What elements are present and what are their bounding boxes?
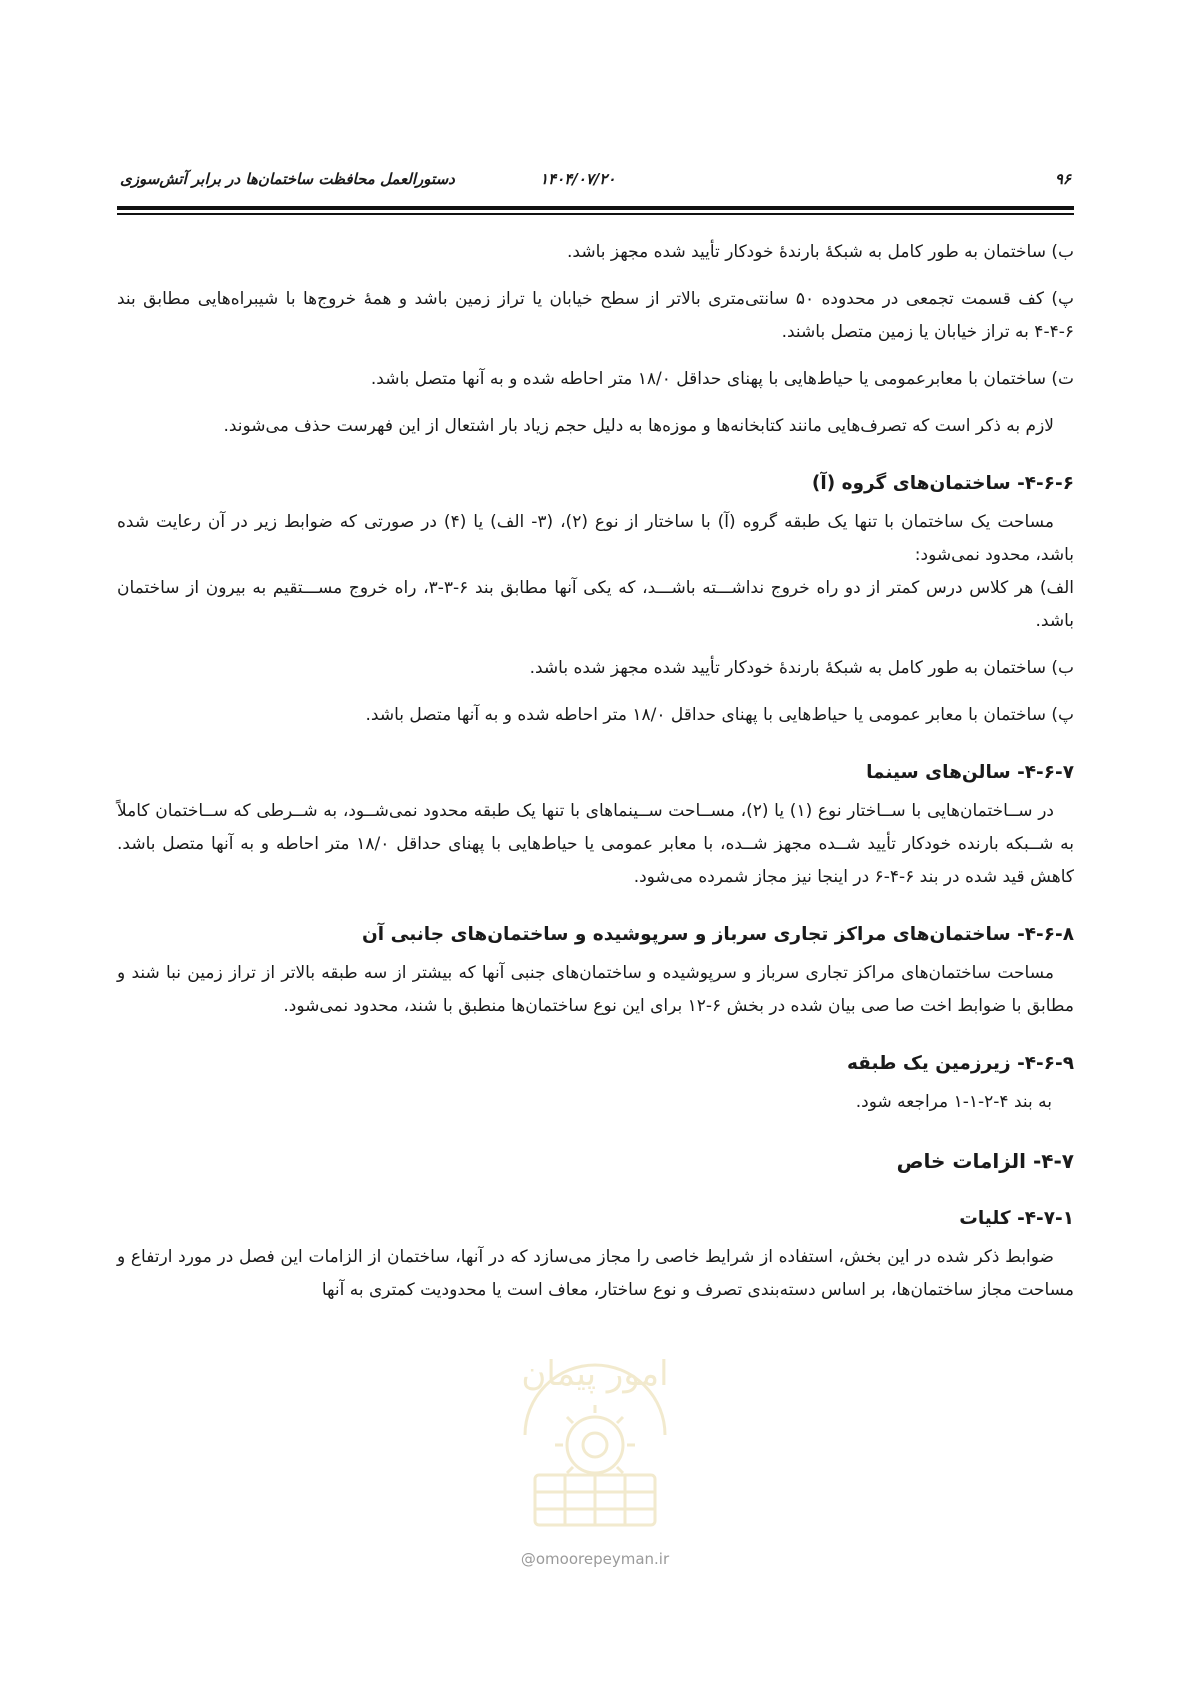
section-4-6-6-item-p: پ) ساختمان با معابر عمومی یا حیاط‌هایی با پهنای حداقل ۱۸/۰ متر احاطه شده و به آنها متصل باشد. xyxy=(365,705,1074,725)
document-body xyxy=(117,236,1074,1307)
document-title: دستورالعمل محافظت ساختمان‌ها در برابر آتش‌سوزی xyxy=(120,170,455,188)
section-4-6-8-body: مساحت ساختمان‌های مراکز تجاری سرباز و سرپوشیده و ساختمان‌های جنبی آنها که بیشتر از سه طبقه بالاتر از تراز زمین نبا شند و مطابق با ضوابط اخت صا صی بیان شده در بخش ۶-۱۲ برای این نوع ساختمان‌ها منطبق با شند، محدود نمی‌شود. xyxy=(117,963,1074,1016)
section-4-6-6-item-a: الف) هر کلاس درس کمتر از دو راه خروج نداشـــته باشـــد، که یکی آنها مطابق بند ۶-۳-۳، راه خروج مســـتقیم به بیرون از ساختمان باشد. xyxy=(117,578,1074,631)
section-heading-4-6-7: ۴-۶-۷- سالن‌های سینما xyxy=(866,762,1074,783)
watermark-url: @omoorepeyman.ir xyxy=(520,1550,670,1568)
section-4-6-7-body: در ســاختمان‌هایی با ســاختار نوع (۱) یا (۲)، مســاحت ســینماهای با تنها یک طبقه محدود نمی‌شــود، به شــرطی که ســاختمان کاملاً به شــبکه بارنده خودکار تأیید شــده مجهز شــده، با معابر عمومی یا حیاط‌هایی با پهنای حداقل ۱۸/۰ متر احاطه و به آنها متصل باشد. کاهش قید شده در بند ۶-۴-۶ در اینجا نیز مجاز شمرده می‌شود. xyxy=(117,801,1075,887)
paragraph-item-b: ب) ساختمان به طور کامل به شبکهٔ بارندهٔ خودکار تأیید شده مجهز باشد. xyxy=(567,242,1074,262)
section-4-7-1-body: ضوابط ذکر شده در این بخش، استفاده از شرایط خاصی را مجاز می‌سازد که در آنها، ساختمان از الزامات این فصل در مورد ارتفاع و مساحت مجاز ساختمان‌ها، بر اساس دسته‌بندی تصرف و نوع ساختار، معاف است یا محدودیت کمتری به آنها xyxy=(117,1247,1074,1300)
section-4-6-6-intro: مساحت یک ساختمان با تنها یک طبقه گروه (آ) با ساختار از نوع (۲)، (۳- الف) یا (۴) در صورتی که ضوابط زیر در آن رعایت شده باشد، محدود نمی‌شود: xyxy=(117,512,1074,565)
header-rule-thick xyxy=(117,206,1074,210)
section-heading-4-6-6: ۴-۶-۶- ساختمان‌های گروه (آ) xyxy=(811,473,1074,494)
header-rule-thin xyxy=(117,213,1074,215)
page-header xyxy=(120,170,1071,190)
paragraph-note: لازم به ذکر است که تصرف‌هایی مانند کتابخانه‌ها و موزه‌ها به دلیل حجم زیاد بار اشتعال از این فهرست حذف می‌شوند. xyxy=(223,416,1054,436)
watermark-logo-text: امور پیمان xyxy=(521,1354,669,1394)
section-heading-4-6-9: ۴-۶-۹- زیرزمین یک طبقه xyxy=(846,1053,1074,1074)
section-heading-4-6-8: ۴-۶-۸- ساختمان‌های مراکز تجاری سرباز و سرپوشیده و ساختمان‌های جانبی آن xyxy=(362,924,1074,945)
section-4-6-9-body: به بند ۴-۲-۱-۱ مراجعه شود. xyxy=(855,1092,1052,1112)
section-4-6-6-item-b: ب) ساختمان به طور کامل به شبکهٔ بارندهٔ خودکار تأیید شده مجهز شده باشد. xyxy=(529,658,1074,678)
header-date: ۱۴۰۴/۰۷/۲۰ xyxy=(540,170,616,188)
section-heading-4-7-1: ۴-۷-۱- کلیات xyxy=(959,1208,1074,1229)
paragraph-item-t: ت) ساختمان با معابرعمومی یا حیاط‌هایی با پهنای حداقل ۱۸/۰ متر احاطه شده و به آنها متصل باشد. xyxy=(370,369,1074,389)
watermark-logo xyxy=(495,1325,695,1545)
section-heading-4-7: ۴-۷- الزامات خاص xyxy=(896,1149,1074,1173)
page-number: ۹۶ xyxy=(1054,170,1071,188)
paragraph-item-p: پ) کف قسمت تجمعی در محدوده ۵۰ سانتی‌متری بالاتر از سطح خیابان یا تراز زمین باشد و همهٔ خروج‌ها با شیبراه‌هایی مطابق بند ۶-۴-۴ به تراز خیابان یا زمین متصل باشند. xyxy=(117,289,1075,342)
